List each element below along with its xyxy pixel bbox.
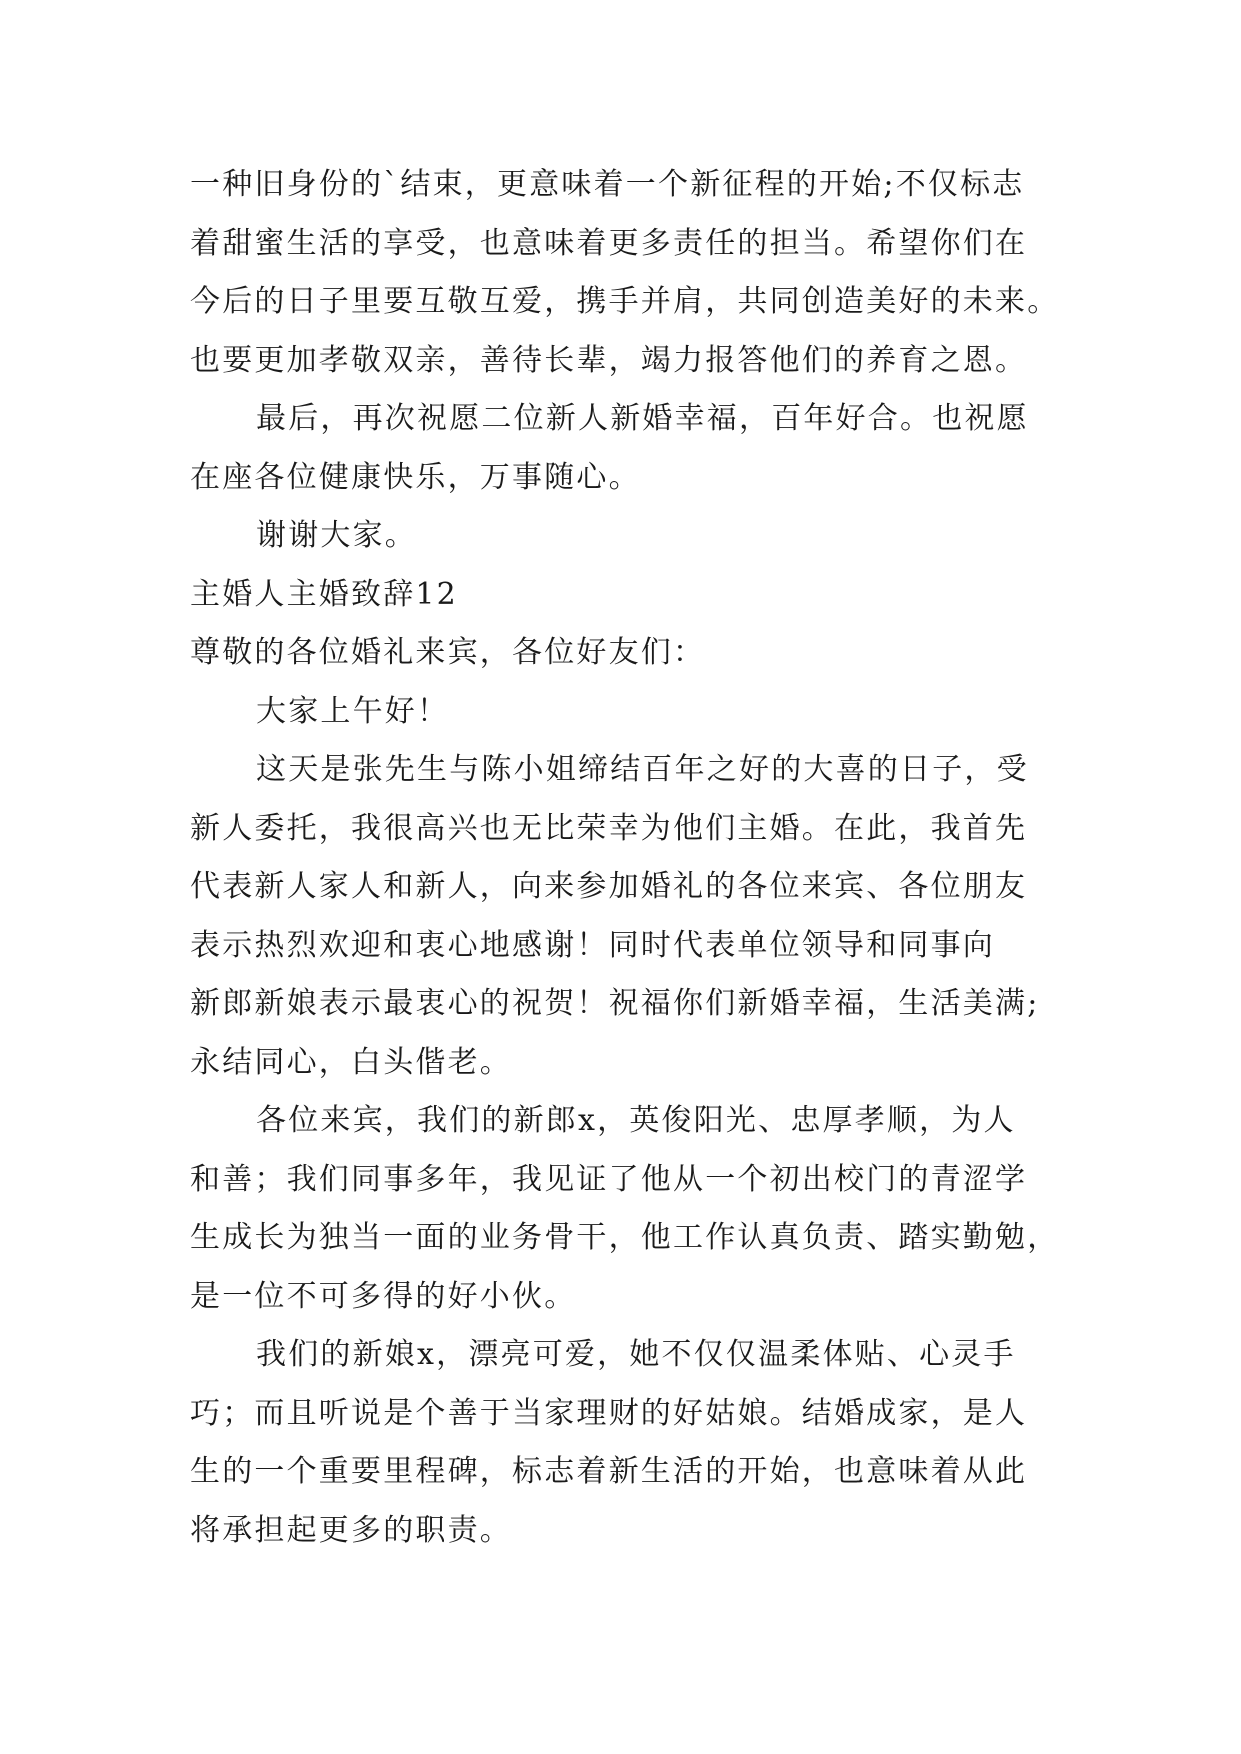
text-line: 最后，再次祝愿二位新人新婚幸福，百年好合。也祝愿 (256, 401, 1029, 436)
text-line: 主婚人主婚致辞12 (190, 576, 458, 612)
paragraph-greeting (190, 683, 1070, 742)
paragraph-continuation (190, 156, 1070, 390)
text-line: 生成长为独当一面的业务骨干，他工作认真负责、踏实勤勉， (190, 1220, 1060, 1255)
paragraph-closing-wish (190, 390, 1070, 507)
document-body (190, 156, 1070, 1560)
text-line: 巧；而且听说是个善于当家理财的好姑娘。结婚成家，是人 (190, 1395, 1028, 1431)
text-line: 今后的日子里要互敬互爱，携手并肩，共同创造美好的未来。 (190, 284, 1060, 319)
text-line: 和善；我们同事多年，我见证了他从一个初出校门的青涩学 (190, 1161, 1028, 1197)
text-line: 谢谢大家。 (256, 518, 417, 553)
text-line: 着甜蜜生活的享受，也意味着更多责任的担当。希望你们在 (190, 225, 1028, 261)
paragraph-thanks (190, 507, 1070, 566)
text-line: 新人委托，我很高兴也无比荣幸为他们主婚。在此，我首先 (190, 810, 1028, 846)
text-line: 生的一个重要里程碑，标志着新生活的开始，也意味着从此 (190, 1454, 1028, 1489)
paragraph-bride (190, 1326, 1070, 1560)
text-line: 新郎新娘表示最衷心的祝贺！祝福你们新婚幸福，生活美满; (190, 986, 1040, 1021)
text-line: 将承担起更多的职责。 (190, 1512, 512, 1548)
text-line: 各位来宾，我们的新郎x，英俊阳光、忠厚孝顺，为人 (256, 1103, 1016, 1138)
paragraph-intro (190, 741, 1070, 1092)
text-line: 永结同心，白头偕老。 (190, 1044, 512, 1080)
text-line: 大家上午好！ (256, 693, 450, 729)
text-line: 在座各位健康快乐，万事随心。 (190, 459, 641, 495)
text-line: 一种旧身份的`结束，更意味着一个新征程的开始;不仅标志 (190, 167, 1025, 202)
text-line: 表示热烈欢迎和衷心地感谢！同时代表单位领导和同事向 (190, 927, 995, 963)
paragraph-salutation (190, 624, 1070, 683)
text-line: 这天是张先生与陈小姐缔结百年之好的大喜的日子，受 (256, 752, 1029, 787)
text-line: 尊敬的各位婚礼来宾，各位好友们： (190, 635, 706, 670)
text-line: 我们的新娘x，漂亮可爱，她不仅仅温柔体贴、心灵手 (256, 1337, 1016, 1372)
text-line: 代表新人家人和新人，向来参加婚礼的各位来宾、各位朋友 (190, 869, 1028, 904)
text-line: 也要更加孝敬双亲，善待长辈，竭力报答他们的养育之恩。 (190, 342, 1028, 378)
paragraph-section-heading (190, 566, 1070, 625)
text-line: 是一位不可多得的好小伙。 (190, 1278, 577, 1314)
paragraph-groom (190, 1092, 1070, 1326)
